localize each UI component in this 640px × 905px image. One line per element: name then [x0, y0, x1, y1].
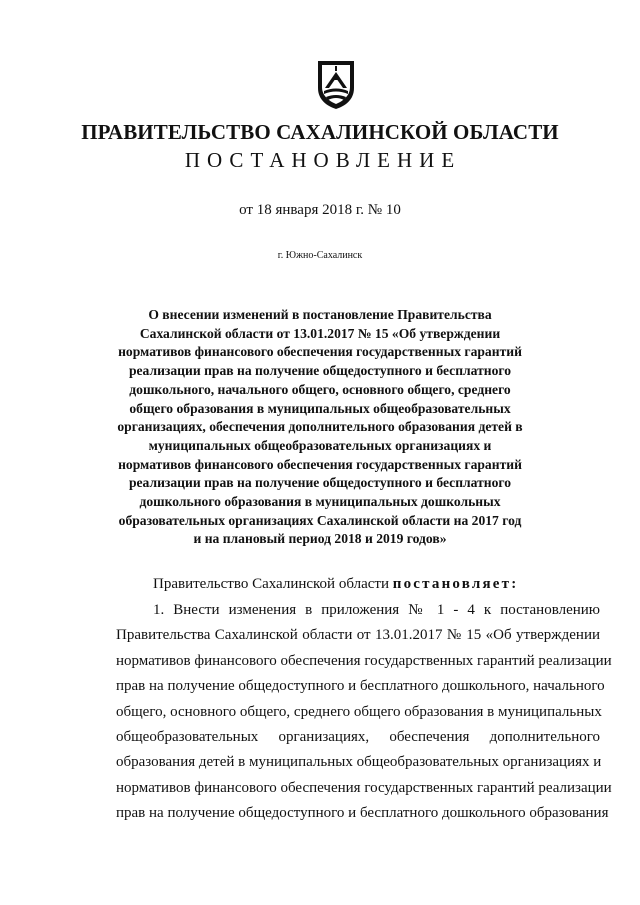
subject-line: и на плановый период 2018 и 2019 годов» — [193, 531, 447, 547]
paragraph-line: образования детей в муниципальных общеобразовательных организациях и — [116, 754, 602, 771]
paragraph-1 — [116, 598, 612, 827]
preamble-verb: постановляет: — [392, 576, 519, 592]
paragraph-line: нормативов финансового обеспечения государственных гарантий реализации — [116, 779, 612, 796]
subject-line: дошкольного образования в муниципальных дошкольных — [139, 494, 501, 510]
subject-line: О внесении изменений в постановление Правительства — [148, 307, 492, 322]
subject-line: Сахалинской области от 13.01.2017 № 15 «Об утверждении — [139, 325, 501, 341]
subject-line: образовательных организациях Сахалинской области на 2017 год — [118, 512, 522, 528]
preamble — [153, 576, 518, 593]
subject-line: нормативов финансового обеспечения государственных гарантий — [118, 344, 522, 360]
government-title: ПРАВИТЕЛЬСТВО САХАЛИНСКОЙ ОБЛАСТИ — [81, 120, 559, 144]
subject-line: общего образования в муниципальных общеобразовательных — [129, 400, 511, 416]
paragraph-line: Правительства Сахалинской области от 13.01.2017 № 15 «Об утверждении — [116, 627, 600, 644]
sakhalin-coat-of-arms-icon — [315, 58, 357, 110]
subject-line: дошкольного, начального общего, основного общего, среднего — [129, 381, 511, 397]
document-date: от 18 января 2018 г. № 10 — [239, 202, 401, 218]
subject-line: муниципальных общеобразовательных организациях и — [148, 437, 492, 453]
document-city: г. Южно-Сахалинск — [277, 250, 363, 261]
paragraph-line: общеобразовательных организациях, обеспечения дополнительного — [116, 728, 600, 745]
paragraph-line: прав на получение общедоступного и бесплатного дошкольного образования — [116, 805, 609, 822]
paragraph-line: прав на получение общедоступного и бесплатного дошкольного, начального — [116, 678, 605, 695]
preamble-subject: Правительство Сахалинской области — [153, 576, 389, 592]
paragraph-line: 1. Внести изменения в приложения № 1 - 4 к постановлению — [153, 602, 600, 618]
subject-line: нормативов финансового обеспечения государственных гарантий — [118, 456, 522, 472]
paragraph-line: нормативов финансового обеспечения государственных гарантий реализации — [116, 652, 612, 669]
subject-line: реализации прав на получение общедоступного и бесплатного — [128, 475, 512, 491]
subject-line: реализации прав на получение общедоступного и бесплатного — [128, 363, 512, 379]
document-type: ПОСТАНОВЛЕНИЕ — [184, 148, 462, 172]
paragraph-line: общего, основного общего, среднего общего образования в муниципальных — [116, 703, 602, 720]
subject-line: организациях, обеспечения дополнительного образования детей в — [117, 419, 523, 435]
document-subject — [0, 306, 640, 549]
